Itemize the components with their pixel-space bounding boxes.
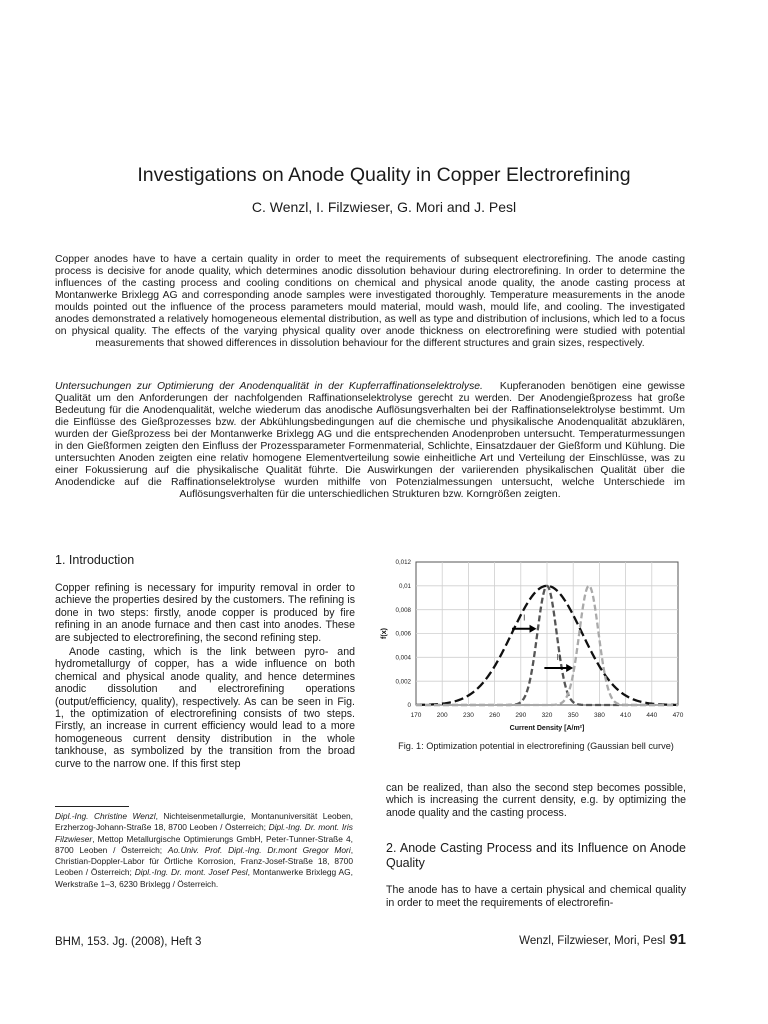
- footnote-address-2: , Mettop Metallurgische Optimierungs GmbH, Peter-Tunner-Straße 4, 8700 Leoben / Österreich;: [55, 833, 353, 855]
- annotation-label: II: [556, 653, 562, 663]
- y-tick-label: 0,004: [395, 654, 411, 662]
- footer-right: [519, 932, 686, 949]
- x-tick-label: 260: [489, 712, 501, 719]
- footnote-address-3: , Christian-Doppler-Labor für Örtliche Korrosion, Franz-Josef-Straße 18, 8700 Leoben / Österreich;: [55, 844, 354, 878]
- y-tick-label: 0: [407, 702, 411, 710]
- x-tick-label: 380: [593, 712, 605, 719]
- x-tick-label: 350: [567, 712, 579, 719]
- abstract-english: Copper anodes have to have a certain quality in order to meet the requirements of subsequent electrorefining. The anode casting process is decisive for anode quality, which determines anodic dissolution behaviour during electrorefining. In order to determine the influences of the casting process and cooling conditions on chemical and physical anode quality, the anode casting process at Montanwerke Brixlegg AG and corresponding anode samples were investigated thoroughly. Temperature measurements in the anode moulds pointed out the influence of the process parameters mould material, mould wash, mould life, and cooling. The investigated anodes demonstrated a relatively homogeneous elemental distribution, as well as type and distribution of inclusions, which led to a focus on physical quality. The effects of the varying physical quality over anode thickness on electrorefining were studied with potential measurements that showed differences in dissolution behaviour for the different structures and grain sizes, respectively.: [55, 254, 685, 349]
- annotation-label: I: [523, 613, 526, 623]
- x-tick-label: 470: [672, 712, 684, 719]
- footer-journal: BHM, 153. Jg. (2008), Heft 3: [55, 936, 202, 948]
- x-tick-label: 440: [646, 712, 658, 719]
- footnote-divider: [55, 806, 129, 807]
- y-tick-label: 0,006: [395, 630, 411, 638]
- x-tick-label: 170: [410, 712, 422, 719]
- abstract-german-lead: Untersuchungen zur Optimierung der Anodenqualität in der Kupferraffinationselektrolyse.: [55, 381, 483, 392]
- figure-1-chart: [366, 550, 692, 740]
- x-tick-label: 230: [462, 712, 474, 719]
- x-tick-label: 410: [620, 712, 632, 719]
- footnote-address-1: , Nichteisenmetallurgie, Montanuniversität Leoben, Erzherzog-Johann-Straße 18, 8700 Leoben / Österreich;: [55, 811, 353, 833]
- paper-title: Investigations on Anode Quality in Copper Electrorefining: [137, 164, 631, 186]
- anode-casting-paragraph-1: The anode has to have a certain physical and chemical quality in order to meet the requirements of electrorefin-: [386, 884, 686, 909]
- paper-authors: C. Wenzl, I. Filzwieser, G. Mori and J. Pesl: [251, 199, 517, 215]
- y-tick-label: 0,008: [395, 606, 411, 614]
- gaussian-chart-svg: [366, 550, 692, 740]
- intro-paragraph-2: Anode casting, which is the link between pyro- and hydrometallurgy of copper, has a wide influence on both chemical and physical anode quality, and hence determines anodic dissolution and electrorefining operations (output/efficiency, quality), respectively. As can be seen in Fig. 1, the optimization of electrorefining consists of two steps. Firstly, an increase in current efficiency would lead to a more homogeneous current density distribution in the whole tankhouse, as symbolized by the transition from the broad curve to the narrow one. If this first step: [55, 646, 355, 770]
- x-tick-label: 290: [515, 712, 527, 719]
- abstract-german: [55, 381, 685, 501]
- left-column: [55, 553, 355, 770]
- section-heading-introduction: 1. Introduction: [55, 553, 135, 567]
- x-tick-label: 200: [436, 712, 448, 719]
- right-column: [386, 782, 686, 909]
- footnote-author-3: Ao.Univ. Prof. Dipl.-Ing. Dr.mont Gregor Mori: [167, 844, 351, 855]
- intro-paragraph-1: Copper refining is necessary for impurity removal in order to achieve the properties desired by the customers. The refining is done in two steps: firstly, anode copper is produced by fire refining in an anode furnace and then cast into anodes. These are subjected to electrorefining, the second refining step.: [55, 582, 355, 644]
- y-tick-label: 0,01: [398, 583, 411, 591]
- abstract-german-text: Kupferanoden benötigen eine gewisse Qualität um den Anforderungen der nachfolgenden Raffinationselektrolyse gerecht zu werden. Der Anodengießprozess hat große Bedeutung für die Anodenqualität, welche wiederum das anodische Auflösungsverhalten bei der Raffinationselektrolyse bestimmt. Um die Einflüsse des Gießprozesses bzw. der Abkühlungsbedingungen auf die chemische und physikalische Anodenqualität abzuklären, wurden der Gießprozess bei der Montanwerke Brixlegg AG und die entsprechenden Anodenproben untersucht. Temperaturmessungen in den Gießformen zeigten den Einfluss der Prozessparameter Formenmaterial, Schlichte, Einsatzdauer der Gießform und Kühlung. Die untersuchten Anoden zeigten eine relativ homogene Elementverteilung sowie einheitliche Art und Verteilung der Einschlüsse, was zu einer Fokussierung auf die physikalische Qualität führte. Die Auswirkungen der variierenden physikalischen Qualität über die Anodendicke auf die Raffinationselektrolyse wurden mithilfe von Potenzialmessungen untersucht, welche Unterschiede im Auflösungsverhalten für die unterschiedlichen Strukturen bzw. Korngrößen zeigten.: [55, 381, 685, 500]
- section-heading-anode-casting: 2. Anode Casting Process and its Influence on Anode Quality: [386, 841, 686, 871]
- intro-paragraph-3: can be realized, than also the second step becomes possible, which is increasing the current density, e.g. by optimizing the anode quality and the casting process.: [386, 782, 686, 819]
- footnote-address-4: , Montanwerke Brixlegg AG, Werkstraße 1–3, 6230 Brixlegg / Österreich.: [55, 867, 353, 889]
- y-axis-label: f(x): [381, 628, 388, 639]
- footnote-author-1: Dipl.-Ing. Christine Wenzl: [55, 811, 156, 821]
- footnote-author-2: Dipl.-Ing. Dr. mont. Iris Filzwieser: [55, 822, 353, 844]
- figure-caption: Fig. 1: Optimization potential in electrorefining (Gaussian bell curve): [398, 741, 674, 751]
- y-tick-label: 0,012: [395, 559, 411, 567]
- y-tick-label: 0,002: [395, 678, 411, 686]
- footnote-author-4: Dipl.-Ing. Dr. mont. Josef Pesl: [134, 867, 248, 878]
- footer-authors: Wenzl, Filzwieser, Mori, Pesl: [519, 935, 666, 947]
- x-tick-label: 320: [541, 712, 553, 719]
- author-footnote: [55, 811, 353, 890]
- page-number: 91: [669, 931, 686, 948]
- x-axis-label: Current Density [A/m²]: [509, 725, 585, 732]
